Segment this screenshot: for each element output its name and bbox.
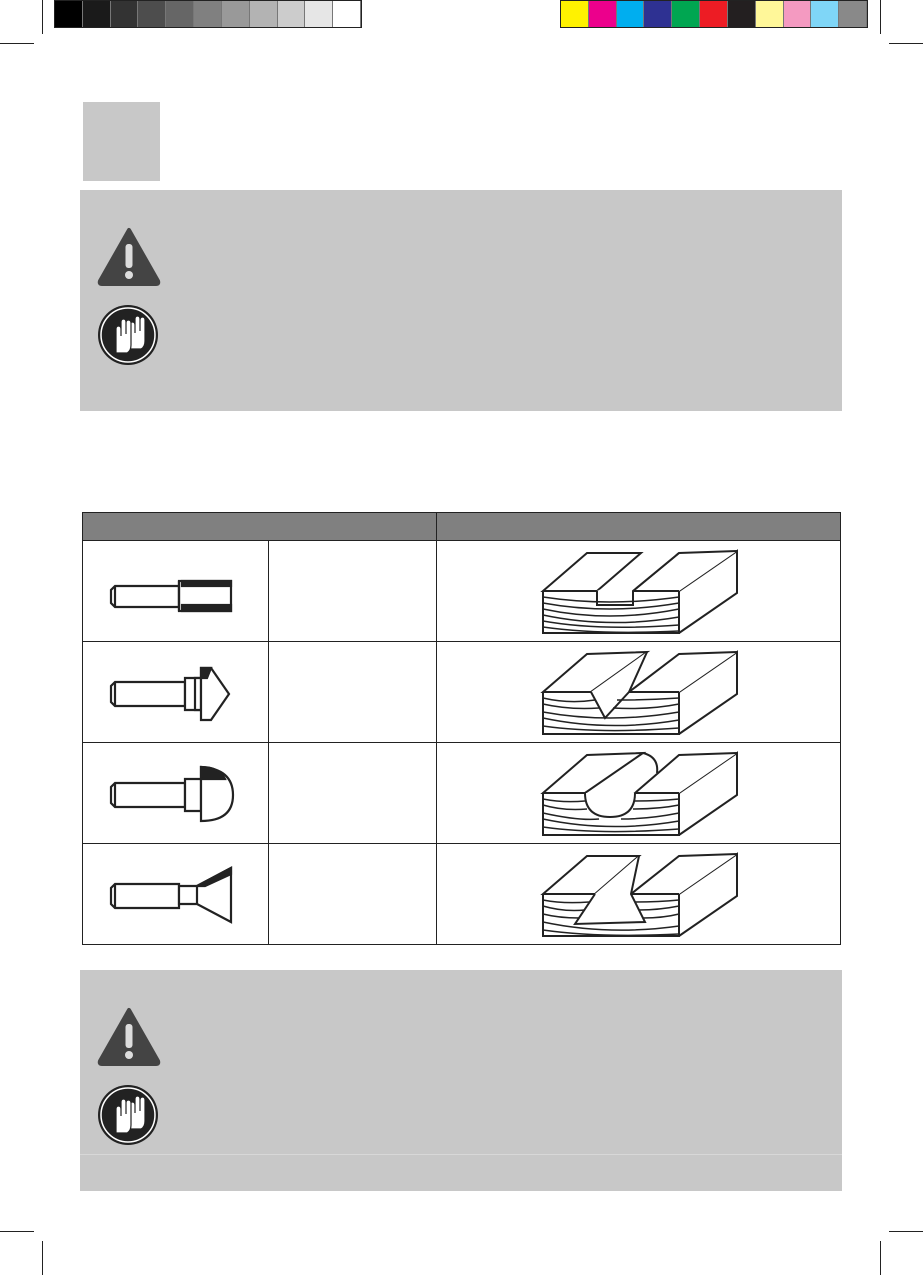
crop-mark [880,1241,881,1275]
gloves-icon [96,303,160,367]
router-bits-table [82,512,841,945]
color-swatch [222,1,250,27]
color-swatch [644,1,672,27]
crop-mark [0,1231,34,1232]
profile-drawing-cell [437,541,841,642]
grayscale-calibration-bar [54,0,362,28]
table-row [83,541,841,642]
straight-groove-profile-icon [539,545,739,637]
warning-triangle-icon [96,226,162,286]
color-swatch [194,1,222,27]
color-swatch [111,1,139,27]
color-swatch [138,1,166,27]
gloves-icon [96,1083,160,1147]
warning-panel-bottom [80,970,842,1191]
bit-label-cell [269,844,437,945]
warning-panel-top [80,190,842,411]
v-groove-profile-icon [539,646,739,738]
v-groove-bit-icon [101,662,251,722]
color-swatch [839,1,867,27]
bit-drawing-cell [83,743,269,844]
color-swatch [278,1,306,27]
color-swatch [561,1,589,27]
crop-mark [880,0,881,34]
crop-mark [889,1231,923,1232]
color-swatch [166,1,194,27]
bit-label-cell [269,642,437,743]
profile-drawing-cell [437,844,841,945]
color-swatch [83,1,111,27]
crop-mark [889,43,923,44]
bit-drawing-cell [83,642,269,743]
round-groove-profile-icon [539,747,739,839]
section-tab [83,102,160,181]
crop-mark [42,1241,43,1275]
table-header-profile [437,513,841,541]
bit-label-cell [269,743,437,844]
color-swatch [305,1,333,27]
straight-bit-icon [101,566,251,616]
color-swatch [784,1,812,27]
crop-mark [0,43,34,44]
dovetail-bit-icon [101,864,251,924]
table-header-bit [83,513,437,541]
color-swatch [672,1,700,27]
color-swatch [700,1,728,27]
color-calibration-bar [560,0,868,28]
color-swatch [250,1,278,27]
color-swatch [55,1,83,27]
bit-label-cell [269,541,437,642]
dovetail-groove-profile-icon [539,848,739,940]
table-header-row [83,513,841,541]
warning-triangle-icon [96,1006,162,1066]
bit-drawing-cell [83,844,269,945]
color-swatch [728,1,756,27]
profile-drawing-cell [437,642,841,743]
panel-divider [80,1154,842,1155]
table-row [83,642,841,743]
color-swatch [617,1,645,27]
core-box-bit-icon [101,763,251,823]
color-swatch [756,1,784,27]
profile-drawing-cell [437,743,841,844]
table-row [83,844,841,945]
color-swatch [333,1,361,27]
color-swatch [811,1,839,27]
bit-drawing-cell [83,541,269,642]
color-swatch [589,1,617,27]
table-row [83,743,841,844]
crop-mark [42,0,43,34]
